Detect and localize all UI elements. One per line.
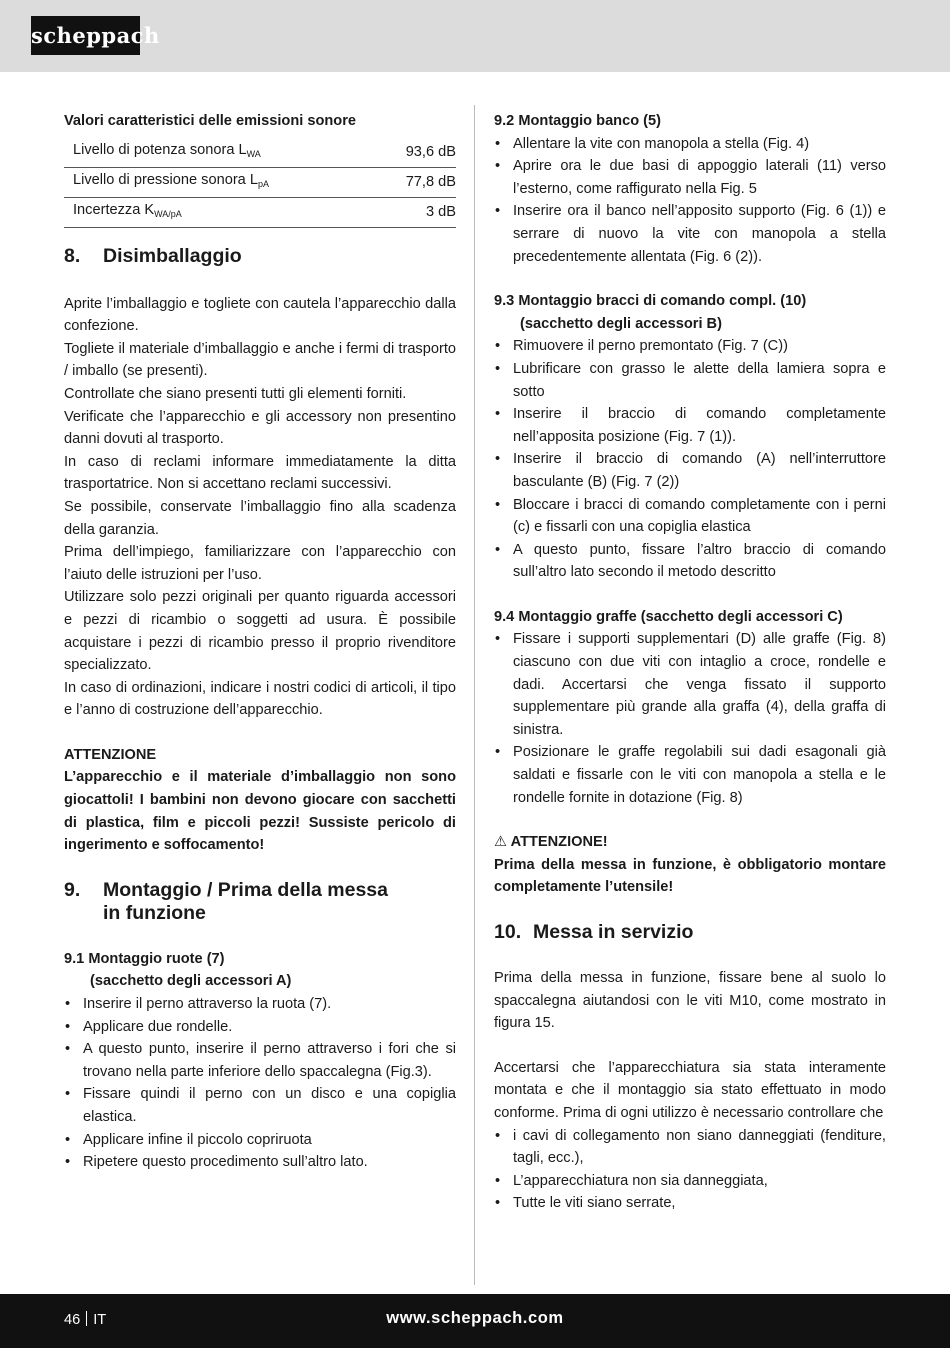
left-column	[64, 110, 456, 1174]
subsection-title: 9.1 Montaggio ruote (7)	[64, 950, 225, 967]
emissions-title: Valori caratteristici delle emissioni sonore	[64, 113, 356, 129]
list-item: • Inserire ora il banco nell’apposito supporto (Fig. 6 (1)) e serrare di nuovo la vite con manopola a stella precedentemente allentata (Fig. 6 (2)).	[494, 200, 886, 268]
language-code: IT	[93, 1312, 107, 1328]
subsection-9-4	[494, 606, 886, 809]
emission-label-text: Incertezza K	[73, 201, 155, 218]
paragraph: Prima dell’impiego, familiarizzare con l’apparecchio con l’aiuto delle istruzioni per l’uso.	[64, 544, 456, 583]
subsection-subtitle: (sacchetto degli accessori B)	[520, 315, 722, 332]
section-number: 8.	[64, 244, 81, 267]
emission-label-text: Livello di potenza sonora L	[73, 141, 247, 158]
warning-title-text: ATTENZIONE!	[510, 834, 608, 851]
emissions-table	[64, 138, 456, 228]
list-item: • Posizionare le graffe regolabili sui dadi esagonali già saldati e fissarle con le viti con manopola a stella e le rondelle fornite in dotazione (Fig. 8)	[494, 741, 886, 809]
emission-sub: WA/pA	[154, 208, 182, 219]
list-item: • A questo punto, inserire il perno attraverso i fori che si trovano nella parte inferiore dello spaccalegna (Fig.3).	[64, 1038, 456, 1083]
emission-sub: pA	[257, 178, 269, 189]
section-title: Messa in servizio	[533, 921, 694, 943]
paragraph: Accertarsi che l’apparecchiatura sia stata interamente montata e che il montaggio sia stato effettuato in modo conforme. Prima di ogni utilizzo è necessario controllare che	[494, 1059, 886, 1121]
list-item: • L’apparecchiatura non sia danneggiata,	[494, 1170, 886, 1193]
section-number: 9.	[64, 878, 81, 901]
list-item: • Inserire il braccio di comando (A) nell’interruttore basculante (B) (Fig. 7 (2))	[494, 448, 886, 493]
bullet-list	[494, 628, 886, 809]
subsection-9-1	[64, 948, 456, 1174]
warning-text: Prima della messa in funzione, è obbligatorio montare completamente l’utensile!	[494, 856, 886, 896]
paragraph: Aprite l’imballaggio e togliete con cautela l’apparecchio dalla confezione.	[64, 295, 456, 335]
table-row	[64, 138, 456, 168]
list-item: • Allentare la vite con manopola a stella (Fig. 4)	[494, 133, 886, 156]
paragraph: Prima della messa in funzione, fissare bene al suolo lo spaccalegna aiutandosi con le viti M10, come mostrato in figura 15.	[494, 970, 886, 1032]
warning-triangle-icon: ⚠	[494, 834, 508, 851]
attention-title: ATTENZIONE	[64, 746, 157, 763]
section-10-heading	[494, 921, 886, 944]
emission-value: 3 dB	[379, 197, 456, 227]
emission-label-text: Livello di pressione sonora L	[73, 171, 258, 188]
warning-block	[494, 831, 886, 899]
paragraph: Se possibile, conservate l’imballaggio fino alla scadenza della garanzia.	[64, 498, 456, 538]
paragraph: In caso di reclami informare immediatamente la ditta trasportatrice. Non si accettano reclami successivi.	[64, 453, 456, 493]
footer-bar	[0, 1294, 950, 1348]
table-row	[64, 197, 456, 227]
subsection-9-3	[494, 290, 886, 584]
emission-label	[64, 167, 379, 197]
list-item: • Rimuovere il perno premontato (Fig. 7 (C))	[494, 335, 886, 358]
attention-block	[64, 744, 456, 857]
header-bar	[0, 0, 950, 72]
section-10-text	[494, 967, 886, 1215]
subsection-title: 9.3 Montaggio bracci di comando compl. (10)	[494, 293, 807, 310]
website-url[interactable]: www.scheppach.com	[386, 1309, 564, 1327]
emission-label	[64, 138, 379, 168]
section-number: 10.	[494, 921, 522, 943]
bullet-list	[494, 1125, 886, 1215]
right-column	[494, 110, 886, 1215]
section-9-heading	[64, 879, 456, 925]
list-item: • A questo punto, fissare l’altro braccio di comando sull’altro lato secondo il metodo descritto	[494, 539, 886, 584]
page-number-value: 46	[64, 1312, 81, 1328]
list-item: • Ripetere questo procedimento sull’altro lato.	[64, 1151, 456, 1174]
section-title: Disimballaggio	[103, 244, 242, 267]
section-8-heading	[64, 245, 456, 268]
column-divider	[474, 105, 475, 1285]
list-item: • Aprire ora le due basi di appoggio laterali (11) verso l’esterno, come raffigurato nella Fig. 5	[494, 155, 886, 200]
scheppach-logo: scheppach	[31, 16, 140, 55]
paragraph: Controllate che siano presenti tutti gli elementi forniti.	[64, 385, 407, 402]
emission-label	[64, 197, 379, 227]
warning-title	[494, 831, 886, 854]
paragraph: Verificate che l’apparecchio e gli accessory non presentino danni dovuti al trasporto.	[64, 408, 456, 448]
attention-text: L’apparecchio e il materiale d’imballaggio non sono giocattoli! I bambini non devono giocare con sacchetti di plastica, film e piccoli pezzi! Sussiste pericolo di ingerimento e soffocamento!	[64, 769, 456, 854]
list-item: • i cavi di collegamento non siano danneggiati (fenditure, tagli, ecc.),	[494, 1125, 886, 1170]
subsection-title: 9.2 Montaggio banco (5)	[494, 113, 662, 129]
list-item: • Lubrificare con grasso le alette della lamiera sopra e sotto	[494, 358, 886, 403]
bullet-list	[494, 133, 886, 269]
paragraph: In caso di ordinazioni, indicare i nostri codici di articoli, il tipo e l’anno di costruzione dell’apparecchio.	[64, 679, 456, 719]
paragraph: Utilizzare solo pezzi originali per quanto riguarda accessori e pezzi di ricambio o soggetti ad usura. È possibile acquistare i pezzi di ricambio presso il proprio rivenditore specializzato.	[64, 589, 456, 674]
list-item: • Inserire il perno attraverso la ruota (7).	[64, 993, 456, 1016]
emission-value: 77,8 dB	[379, 167, 456, 197]
list-item: • Fissare quindi il perno con un disco e una copiglia elastica.	[64, 1083, 456, 1128]
emission-sub: WA	[246, 148, 261, 159]
section-title-line: Montaggio / Prima della messa	[103, 878, 388, 901]
section-title	[103, 879, 388, 925]
bullet-list	[494, 335, 886, 584]
list-item: • Fissare i supporti supplementari (D) alle graffe (Fig. 8) ciascuno con due viti con intaglio a croce, rondelle e dadi. Accertarsi che venga fissato il supporto supplementare più grande alla graffa (4), della graffa di sinistra.	[494, 628, 886, 741]
list-item: • Applicare infine il piccolo copriruota	[64, 1129, 456, 1152]
paragraph: Togliete il materiale d’imballaggio e anche i fermi di trasporto / imballo (se presenti).	[64, 340, 456, 380]
section-title-line: in funzione	[103, 901, 206, 924]
bullet-list	[64, 993, 456, 1174]
list-item: • Tutte le viti siano serrate,	[494, 1192, 886, 1215]
subsection-9-2	[494, 110, 886, 268]
subsection-subtitle: (sacchetto degli accessori A)	[90, 973, 292, 990]
emission-value: 93,6 dB	[379, 138, 456, 168]
list-item: • Bloccare i bracci di comando completamente con i perni (c) e fissarli con una copiglia elastica	[494, 494, 886, 539]
list-item: • Applicare due rondelle.	[64, 1016, 456, 1039]
subsection-title: 9.4 Montaggio graffe (sacchetto degli accessori C)	[494, 608, 843, 625]
section-8-text	[64, 293, 456, 722]
table-row	[64, 167, 456, 197]
list-item: • Inserire il braccio di comando completamente nell’apposita posizione (Fig. 7 (1)).	[494, 403, 886, 448]
